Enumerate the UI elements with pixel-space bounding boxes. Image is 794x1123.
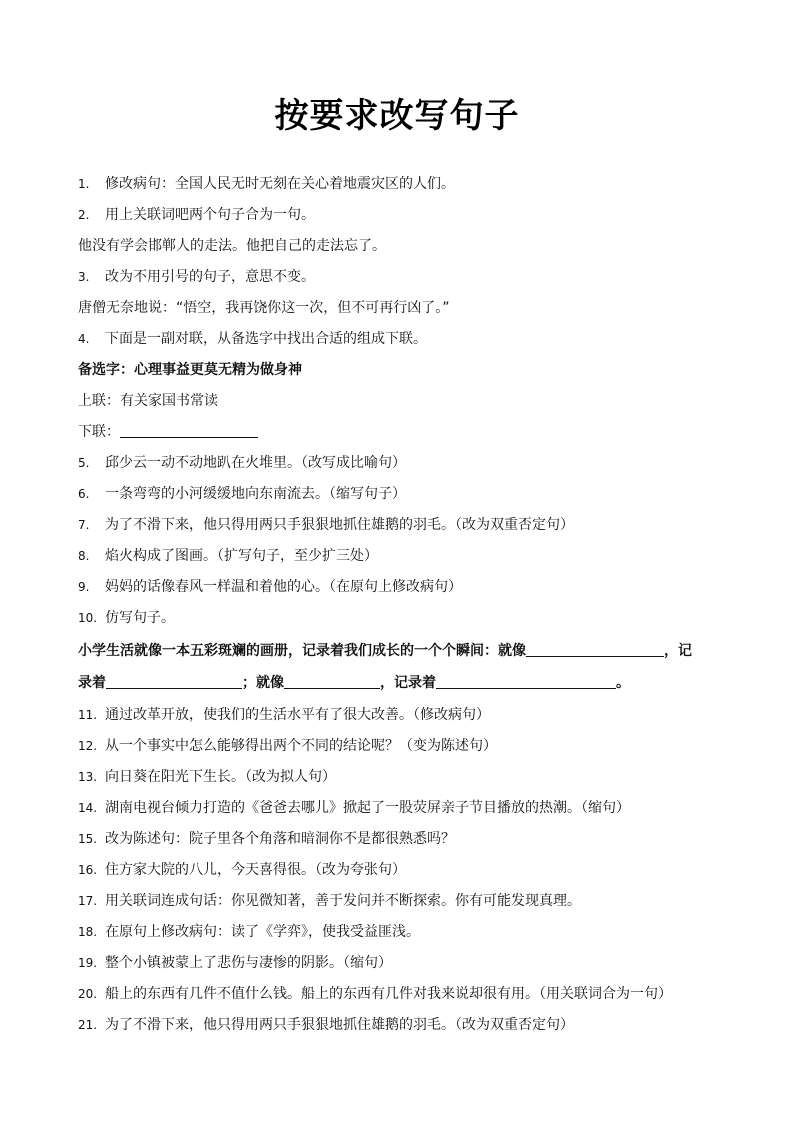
question-text: 用上关联词吧两个句子合为一句。: [105, 207, 315, 223]
question-number: 5.: [78, 456, 90, 470]
question-12: [78, 734, 728, 758]
answer-blank[interactable]: [120, 422, 258, 438]
question-number: 18.: [78, 925, 98, 939]
prompt-text: 录着: [78, 675, 106, 691]
prompt-text: ；就像: [242, 675, 284, 691]
question-number: 7.: [78, 518, 90, 532]
question-number: 6.: [78, 487, 90, 501]
question-2-sentence: 他没有学会邯郸人的走法。他把自己的走法忘了。: [78, 238, 386, 254]
question-text: 一条弯弯的小河缓缓地向东南流去。（缩写句子）: [105, 486, 406, 502]
question-4: [78, 327, 728, 351]
question-number: 9.: [78, 580, 90, 594]
answer-blank[interactable]: [436, 673, 616, 689]
prompt-text: 小学生活就像一本五彩斑斓的画册，记录着我们成长的一个个瞬间：就像: [78, 643, 526, 659]
question-text: 仿写句子。: [105, 610, 175, 626]
question-text: 邱少云一动不动地趴在火堆里。（改写成比喻句）: [105, 455, 406, 471]
answer-blank[interactable]: [526, 641, 664, 657]
question-9: [78, 575, 728, 599]
question-4-upper-couplet: 上联：有关家国书常读: [78, 393, 218, 409]
question-text: 为了不滑下来，他只得用两只手狠狠地抓住雄鹅的羽毛。（改为双重否定句）: [105, 517, 574, 533]
question-number: 11.: [78, 708, 98, 722]
question-text: 整个小镇被蒙上了悲伤与凄惨的阴影。（缩句）: [105, 955, 392, 971]
question-text: 船上的东西有几件不值什么钱。船上的东西有几件对我来说却很有用。（用关联词合为一句）: [105, 986, 672, 1002]
question-number: 15.: [78, 832, 98, 846]
question-text: 从一个事实中怎么能够得出两个不同的结论呢？（变为陈述句）: [105, 738, 497, 754]
question-text: 为了不滑下来，他只得用两只手狠狠地抓住雄鹅的羽毛。（改为双重否定句）: [105, 1017, 574, 1033]
question-number: 8.: [78, 549, 90, 563]
question-text: 改为陈述句：院子里各个角落和暗洞你不是都很熟悉吗？: [105, 831, 455, 847]
question-text: 湖南电视台倾力打造的《爸爸去哪儿》掀起了一股荧屏亲子节目播放的热潮。（缩句）: [105, 800, 630, 816]
prompt-text: ，记录着: [380, 675, 436, 691]
question-number: 10.: [78, 611, 98, 625]
question-1: [78, 172, 728, 196]
question-text: 修改病句：全国人民无时无刻在关心着地震灾区的人们。: [105, 176, 455, 192]
question-number: 21.: [78, 1018, 98, 1032]
question-text: 向日葵在阳光下生长。（改为拟人句）: [105, 769, 336, 785]
question-6: [78, 482, 728, 506]
question-number: 2.: [78, 208, 90, 222]
question-text: 用关联词连成句话：你见微知著，善于发问并不断探索。你有可能发现真理。: [105, 893, 581, 909]
question-21: [78, 1013, 728, 1037]
question-7: [78, 513, 728, 537]
question-3-sentence: 唐僧无奈地说：“悟空，我再饶你这一次，但不可再行凶了。”: [78, 300, 450, 316]
question-10: [78, 606, 728, 630]
question-18: [78, 920, 728, 944]
question-number: 20.: [78, 987, 98, 1001]
question-text: 在原句上修改病句：读了《学弈》，使我受益匪浅。: [105, 924, 420, 940]
question-20: [78, 982, 728, 1006]
prompt-text: 。: [616, 675, 630, 691]
answer-blank[interactable]: [284, 673, 380, 689]
question-text: 改为不用引号的句子，意思不变。: [105, 269, 315, 285]
question-number: 16.: [78, 863, 98, 877]
question-8: [78, 544, 728, 568]
question-number: 3.: [78, 270, 90, 284]
question-number: 12.: [78, 739, 98, 753]
question-number: 1.: [78, 177, 90, 191]
answer-blank[interactable]: [106, 673, 242, 689]
lower-couplet-label: 下联：: [78, 424, 120, 440]
question-text: 焰火构成了图画。（扩写句子，至少扩三处）: [105, 548, 378, 564]
question-17: [78, 889, 728, 913]
prompt-text: ，记: [664, 643, 692, 659]
question-10-prompt-line-2: [78, 671, 728, 695]
question-number: 14.: [78, 801, 98, 815]
question-5: [78, 451, 728, 475]
question-text: 下面是一副对联，从备选字中找出合适的组成下联。: [105, 331, 427, 347]
question-text: 通过改革开放，使我们的生活水平有了很大改善。（修改病句）: [105, 707, 490, 723]
question-2: [78, 203, 728, 227]
question-number: 4.: [78, 332, 90, 346]
question-number: 13.: [78, 770, 98, 784]
question-number: 17.: [78, 894, 98, 908]
question-number: 19.: [78, 956, 98, 970]
question-text: 住方家大院的八儿，今天喜得很。（改为夸张句）: [105, 862, 406, 878]
question-13: [78, 765, 728, 789]
question-text: 妈妈的话像春风一样温和着他的心。（在原句上修改病句）: [105, 579, 462, 595]
question-4-options: 备选字：心理事益更莫无精为做身神: [78, 362, 302, 378]
question-16: [78, 858, 728, 882]
question-19: [78, 951, 728, 975]
question-10-prompt-line-1: [78, 639, 728, 663]
question-3: [78, 265, 728, 289]
question-4-lower-couplet: [78, 420, 728, 444]
page-title: 按要求改写句子: [274, 96, 520, 136]
question-15: [78, 827, 728, 851]
question-11: [78, 703, 728, 727]
question-14: [78, 796, 728, 820]
